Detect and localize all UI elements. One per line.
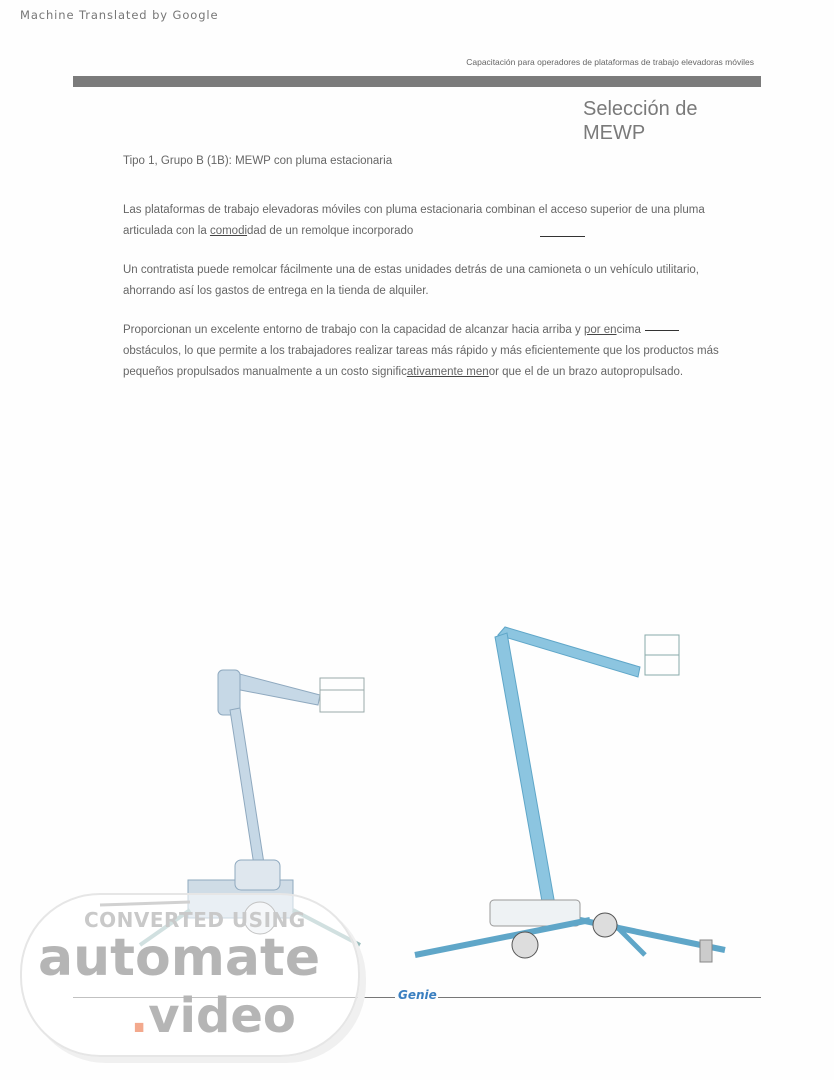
lower-boom [495, 633, 555, 907]
wheel [593, 913, 617, 937]
fill-blank-line [540, 236, 585, 237]
watermark-video-text: .video [130, 988, 296, 1044]
trailer-boom-lift-image-right [395, 615, 755, 975]
watermark-automate-text: automate [38, 928, 321, 988]
machine-translation-banner: Machine Translated by Google [20, 8, 219, 22]
paragraph-1: Las plataformas de trabajo elevadoras móviles con pluma estacionaria combinan el acceso superior de una pluma articulada con la comodidad de un remolque incorporado [123, 204, 705, 237]
jack-stand [700, 940, 712, 962]
watermark-converted-text: CONVERTED USING [84, 908, 306, 932]
fill-blank-line [645, 330, 679, 331]
basket [320, 678, 364, 712]
lower-boom [230, 708, 265, 872]
genie-logo: Genie [398, 988, 437, 1002]
header-note: Capacitación para operadores de plataformas de trabajo elevadoras móviles [466, 57, 754, 67]
upper-boom [498, 627, 640, 677]
paragraph-2: Un contratista puede remolcar fácilmente una de estas unidades detrás de una camioneta o un vehículo utilitario, ahorrando así los gastos de entrega en la tienda de alquiler. [123, 264, 699, 297]
header-bar [73, 76, 761, 87]
section-title: Selección de MEWP [583, 98, 698, 144]
wheel [512, 932, 538, 958]
subtitle: Tipo 1, Grupo B (1B): MEWP con pluma estacionaria [123, 155, 393, 167]
footer-rule [438, 997, 761, 998]
engine-cover [235, 860, 280, 890]
paragraph-3: Proporcionan un excelente entorno de trabajo con la capacidad de alcanzar hacia arriba y por encima obstáculos, lo que permite a los trabajadores realizar tareas más rápido y más eficientemente que los productos más pequeños propulsados manualmente a un costo significativamente menor que el de un brazo autopropulsado. [123, 324, 719, 378]
